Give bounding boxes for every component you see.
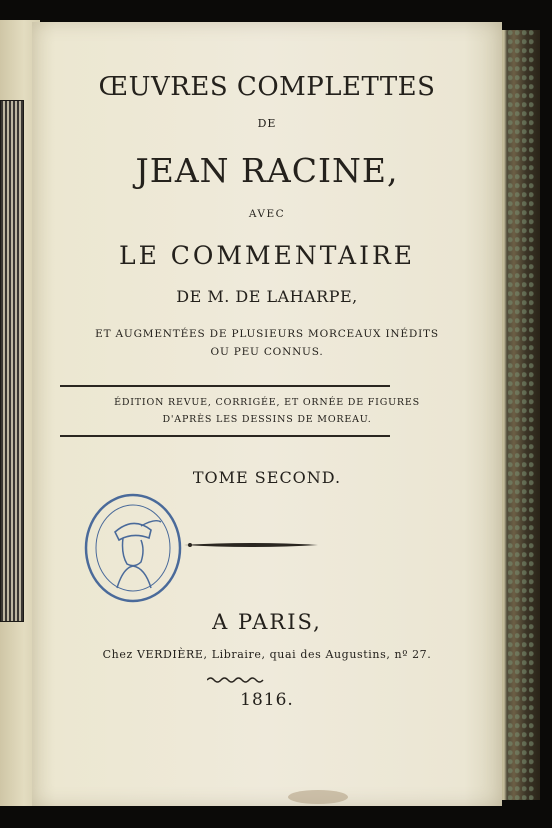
flourish-divider xyxy=(180,538,322,552)
subtitle-line-1: ET AUGMENTÉES DE PLUSIEURS MORCEAUX INÉDITS xyxy=(95,328,439,340)
bottom-rule xyxy=(60,435,390,437)
subtitle-line-2: OU PEU CONNUS. xyxy=(210,346,324,358)
author-name: JEAN RACINE, xyxy=(135,151,399,190)
volume-label: TOME SECOND. xyxy=(192,468,342,487)
marbled-edge-pattern xyxy=(508,30,534,800)
title-line-avec: AVEC xyxy=(248,208,286,220)
title-line-1: ŒUVRES COMPLETTES xyxy=(98,72,436,102)
ornamental-wave xyxy=(207,676,265,684)
frontispiece-engraving-edge xyxy=(0,100,24,622)
commentator-name: DE M. DE LAHARPE, xyxy=(176,287,358,306)
publisher-line: Chez VERDIÈRE, Libraire, quai des Augustins, nº 27. xyxy=(102,648,432,661)
library-stamp xyxy=(83,492,183,604)
paper-stain xyxy=(288,790,348,804)
publication-year: 1816. xyxy=(240,690,294,710)
place-of-publication: A PARIS, xyxy=(212,610,322,634)
top-rule xyxy=(60,385,390,387)
edition-note-line-1: ÉDITION REVUE, CORRIGÉE, ET ORNÉE DE FIGURES xyxy=(114,397,420,408)
edition-note-line-2: D'APRÈS LES DESSINS DE MOREAU. xyxy=(162,414,372,425)
commentary-heading: LE COMMENTAIRE xyxy=(118,241,416,270)
title-line-2: DE xyxy=(257,117,277,130)
